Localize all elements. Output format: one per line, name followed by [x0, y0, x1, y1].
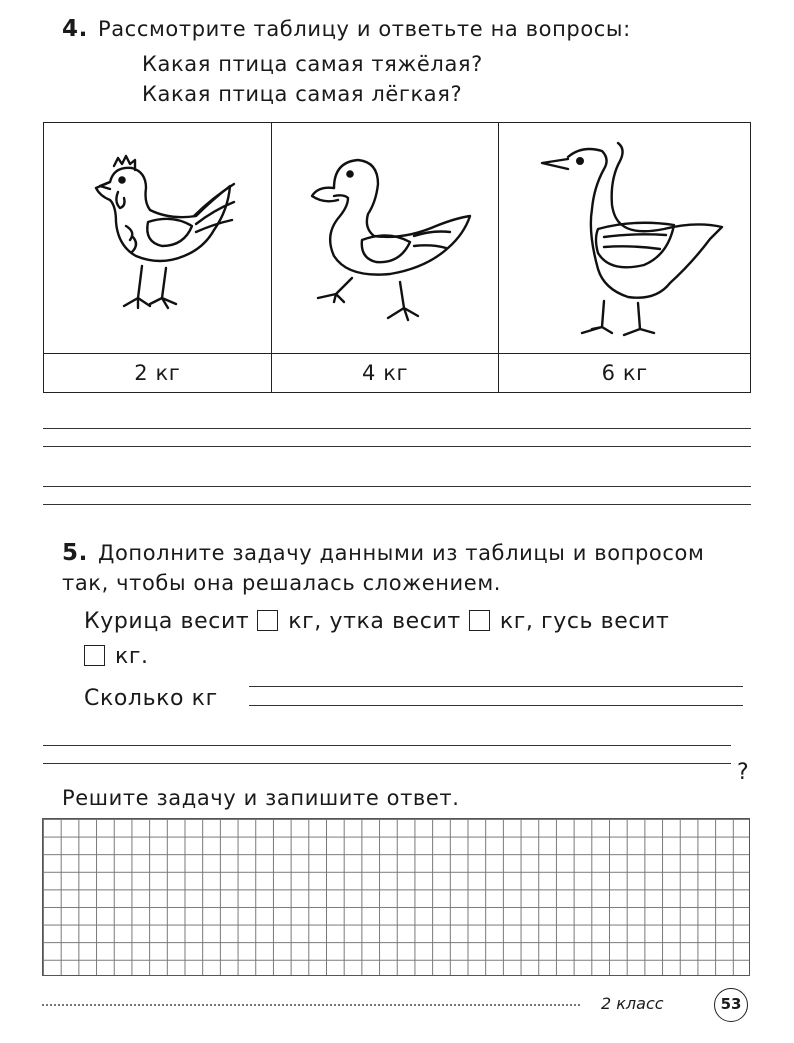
goose-weight-box[interactable] [84, 645, 105, 666]
hen-cell [44, 123, 272, 354]
answer-line[interactable] [43, 504, 751, 505]
hen-text: Курица весит [84, 609, 250, 634]
question-mark: ? [737, 760, 749, 785]
unit-text: кг. [115, 644, 149, 669]
hen-weight: 2 кг [44, 354, 272, 393]
task5-problem-line1 [84, 609, 669, 634]
task5-instruction-line1 [62, 540, 704, 566]
task5-problem-line2 [76, 644, 149, 669]
footer-divider [42, 1004, 580, 1006]
task4-question-heaviest: Какая птица самая тяжёлая? [142, 52, 483, 76]
solve-instruction: Решите задачу и запишите ответ. [62, 786, 460, 810]
answer-line[interactable] [43, 428, 751, 429]
answer-line[interactable] [43, 446, 751, 447]
goose-text: кг, гусь весит [499, 609, 670, 634]
goose-weight: 6 кг [499, 354, 751, 393]
duck-icon [290, 136, 480, 336]
task5-instruction-line2: так, чтобы она решалась сложением. [62, 571, 502, 595]
goose-icon [520, 131, 730, 341]
task4-number: 4. [62, 16, 88, 42]
duck-weight: 4 кг [271, 354, 499, 393]
answer-grid[interactable] [42, 818, 750, 976]
duck-weight-box[interactable] [469, 610, 490, 631]
task5-instruction-text: Дополните задачу данными из таблицы и вопросом [97, 541, 705, 565]
hen-weight-box[interactable] [257, 610, 278, 631]
task4-instruction-text: Рассмотрите таблицу и ответьте на вопросы: [97, 17, 631, 41]
how-many-text: Сколько кг [84, 686, 218, 711]
answer-line[interactable] [43, 486, 751, 487]
duck-cell [271, 123, 499, 354]
goose-cell [499, 123, 751, 354]
hen-icon [62, 136, 252, 336]
question-line[interactable] [43, 763, 731, 764]
task4-instruction [62, 16, 631, 42]
page-number: 53 [714, 988, 748, 1022]
question-line[interactable] [249, 705, 743, 706]
duck-text: кг, утка весит [288, 609, 461, 634]
question-line[interactable] [43, 745, 731, 746]
task5-number: 5. [62, 540, 88, 566]
question-line[interactable] [249, 686, 743, 687]
grade-label: 2 класс [601, 994, 664, 1013]
birds-table [43, 122, 751, 393]
task4-question-lightest: Какая птица самая лёгкая? [142, 82, 463, 106]
